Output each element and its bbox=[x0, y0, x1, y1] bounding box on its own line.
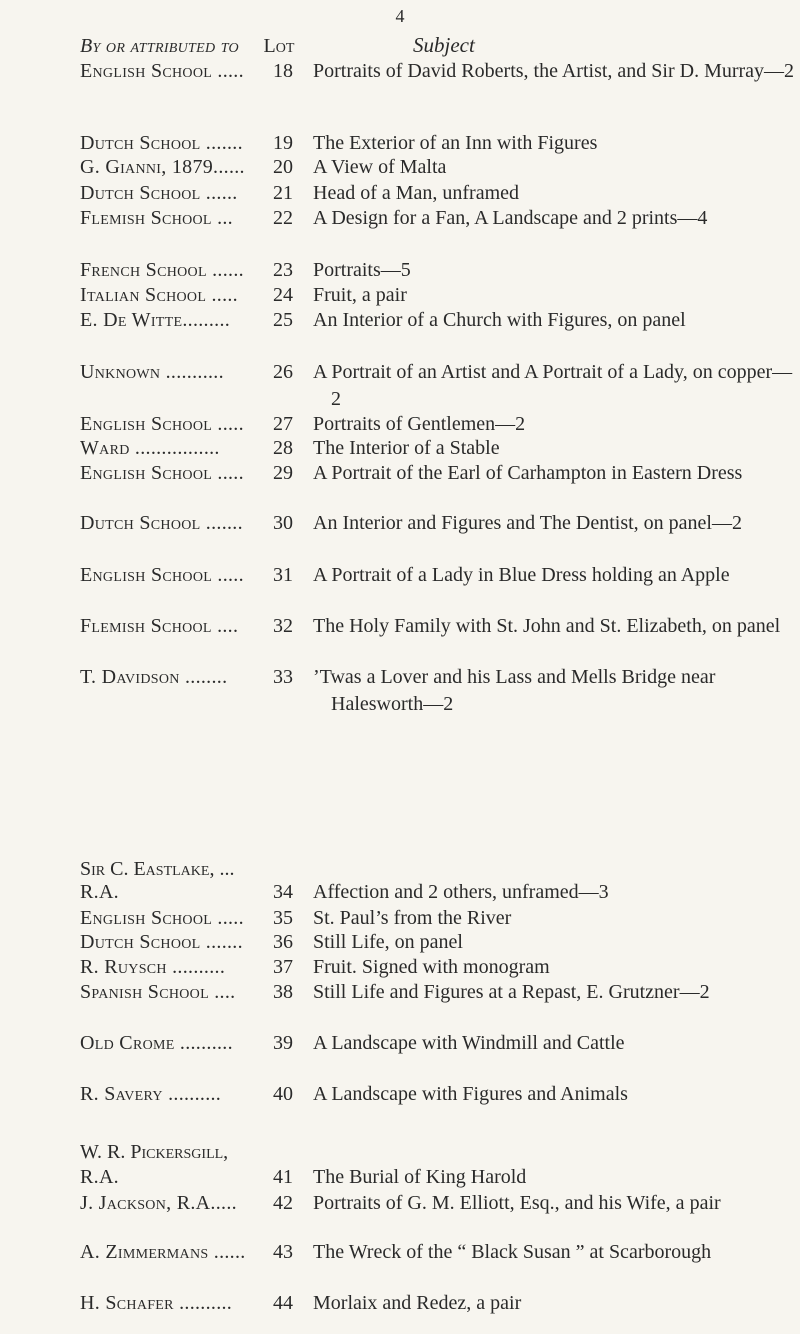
subject-description: The Holy Family with St. John and St. Elizabeth, on panel bbox=[313, 615, 781, 637]
subject-column-header: Subject bbox=[413, 33, 475, 57]
lot-number: 25 bbox=[273, 309, 293, 331]
subject-description: Portraits—5 bbox=[313, 259, 411, 281]
subject-description: A Landscape with Windmill and Cattle bbox=[313, 1032, 625, 1054]
lot-number: 36 bbox=[273, 931, 293, 953]
attribution: R.A. bbox=[80, 881, 119, 903]
attribution: English School ..... bbox=[80, 462, 244, 484]
subject-description: Affection and 2 others, unframed—3 bbox=[313, 881, 609, 903]
attribution: Italian School ..... bbox=[80, 284, 238, 306]
lot-number: 38 bbox=[273, 981, 293, 1003]
attribution: Flemish School ... bbox=[80, 207, 233, 229]
subject-description: An Interior and Figures and The Dentist, on panel—2 bbox=[313, 512, 742, 534]
attribution: R. Ruysch .......... bbox=[80, 956, 226, 978]
lot-number: 30 bbox=[273, 512, 293, 534]
attribution: English School ..... bbox=[80, 60, 244, 82]
attribution: Dutch School ....... bbox=[80, 512, 243, 534]
subject-description: Fruit. Signed with monogram bbox=[313, 956, 550, 978]
attribution: A. Zimmermans ...... bbox=[80, 1241, 246, 1263]
attribution: G. Gianni, 1879...... bbox=[80, 156, 245, 178]
lot-number: 37 bbox=[273, 956, 293, 978]
lot-number: 22 bbox=[273, 207, 293, 229]
attribution: Unknown ........... bbox=[80, 361, 224, 383]
subject-description: The Exterior of an Inn with Figures bbox=[313, 132, 598, 154]
subject-description: A Portrait of an Artist and A Portrait of a Lady, on copper—2 bbox=[313, 361, 793, 410]
attribution: English School ..... bbox=[80, 413, 244, 435]
attribution: Flemish School .... bbox=[80, 615, 239, 637]
attribution: Dutch School ....... bbox=[80, 132, 243, 154]
lot-number: 42 bbox=[273, 1192, 293, 1214]
attribution: English School ..... bbox=[80, 907, 244, 929]
lot-number: 28 bbox=[273, 437, 293, 459]
subject-description: St. Paul’s from the River bbox=[313, 907, 512, 929]
subject-description: Morlaix and Redez, a pair bbox=[313, 1292, 522, 1314]
lot-number: 24 bbox=[273, 284, 293, 306]
lot-number: 29 bbox=[273, 462, 293, 484]
lot-number: 33 bbox=[273, 666, 293, 688]
attribution-line: Sir C. Eastlake, ... bbox=[80, 858, 235, 880]
lot-number: 40 bbox=[273, 1083, 293, 1105]
attribution: French School ...... bbox=[80, 259, 244, 281]
attribution: E. De Witte......... bbox=[80, 309, 231, 331]
lot-number: 18 bbox=[273, 60, 293, 82]
attribution-column-header: By or attributed to bbox=[80, 35, 239, 57]
subject-description: Portraits of David Roberts, the Artist, and Sir D. Murray—2 bbox=[313, 60, 795, 82]
attribution: Ward ................ bbox=[80, 437, 220, 459]
subject-description: The Interior of a Stable bbox=[313, 437, 500, 459]
attribution: J. Jackson, R.A..... bbox=[80, 1192, 237, 1214]
subject-description: Fruit, a pair bbox=[313, 284, 407, 306]
lot-number: 32 bbox=[273, 615, 293, 637]
attribution: H. Schafer .......... bbox=[80, 1292, 233, 1314]
attribution: Spanish School .... bbox=[80, 981, 236, 1003]
attribution: Old Crome .......... bbox=[80, 1032, 233, 1054]
lot-number: 41 bbox=[273, 1166, 293, 1188]
attribution: R.A. bbox=[80, 1166, 119, 1188]
attribution: Dutch School ...... bbox=[80, 182, 238, 204]
lot-number: 23 bbox=[273, 259, 293, 281]
subject-description: Still Life and Figures at a Repast, E. Grutzner—2 bbox=[313, 981, 710, 1003]
subject-description: ’Twas a Lover and his Lass and Mells Bridge near Halesworth—2 bbox=[313, 666, 716, 715]
subject-description: An Interior of a Church with Figures, on panel bbox=[313, 309, 686, 331]
subject-description: Still Life, on panel bbox=[313, 931, 463, 953]
subject-description: A Portrait of a Lady in Blue Dress holding an Apple bbox=[313, 564, 730, 586]
subject-description: The Burial of King Harold bbox=[313, 1166, 527, 1188]
attribution: R. Savery .......... bbox=[80, 1083, 222, 1105]
subject-description: A View of Malta bbox=[313, 156, 447, 178]
lot-number: 34 bbox=[273, 881, 293, 903]
subject-description: The Wreck of the “ Black Susan ” at Scarborough bbox=[313, 1241, 712, 1263]
attribution: English School ..... bbox=[80, 564, 244, 586]
lot-column-header: Lot bbox=[263, 35, 295, 57]
subject-description: Portraits of G. M. Elliott, Esq., and his Wife, a pair bbox=[313, 1192, 721, 1214]
attribution-line: W. R. Pickersgill, bbox=[80, 1141, 229, 1163]
lot-number: 27 bbox=[273, 413, 293, 435]
subject-description: Portraits of Gentlemen—2 bbox=[313, 413, 526, 435]
lot-number: 43 bbox=[273, 1241, 293, 1263]
lot-number: 20 bbox=[273, 156, 293, 178]
attribution: Dutch School ....... bbox=[80, 931, 243, 953]
attribution: T. Davidson ........ bbox=[80, 666, 228, 688]
lot-number: 21 bbox=[273, 182, 293, 204]
lot-number: 26 bbox=[273, 361, 293, 383]
lot-number: 31 bbox=[273, 564, 293, 586]
lot-number: 35 bbox=[273, 907, 293, 929]
page-number: 4 bbox=[395, 6, 405, 26]
lot-number: 44 bbox=[273, 1292, 293, 1314]
subject-description: A Portrait of the Earl of Carhampton in Eastern Dress bbox=[313, 462, 743, 484]
lot-number: 39 bbox=[273, 1032, 293, 1054]
subject-description: A Design for a Fan, A Landscape and 2 prints—4 bbox=[313, 207, 708, 229]
lot-number: 19 bbox=[273, 132, 293, 154]
subject-description: A Landscape with Figures and Animals bbox=[313, 1083, 628, 1105]
subject-description: Head of a Man, unframed bbox=[313, 182, 520, 204]
